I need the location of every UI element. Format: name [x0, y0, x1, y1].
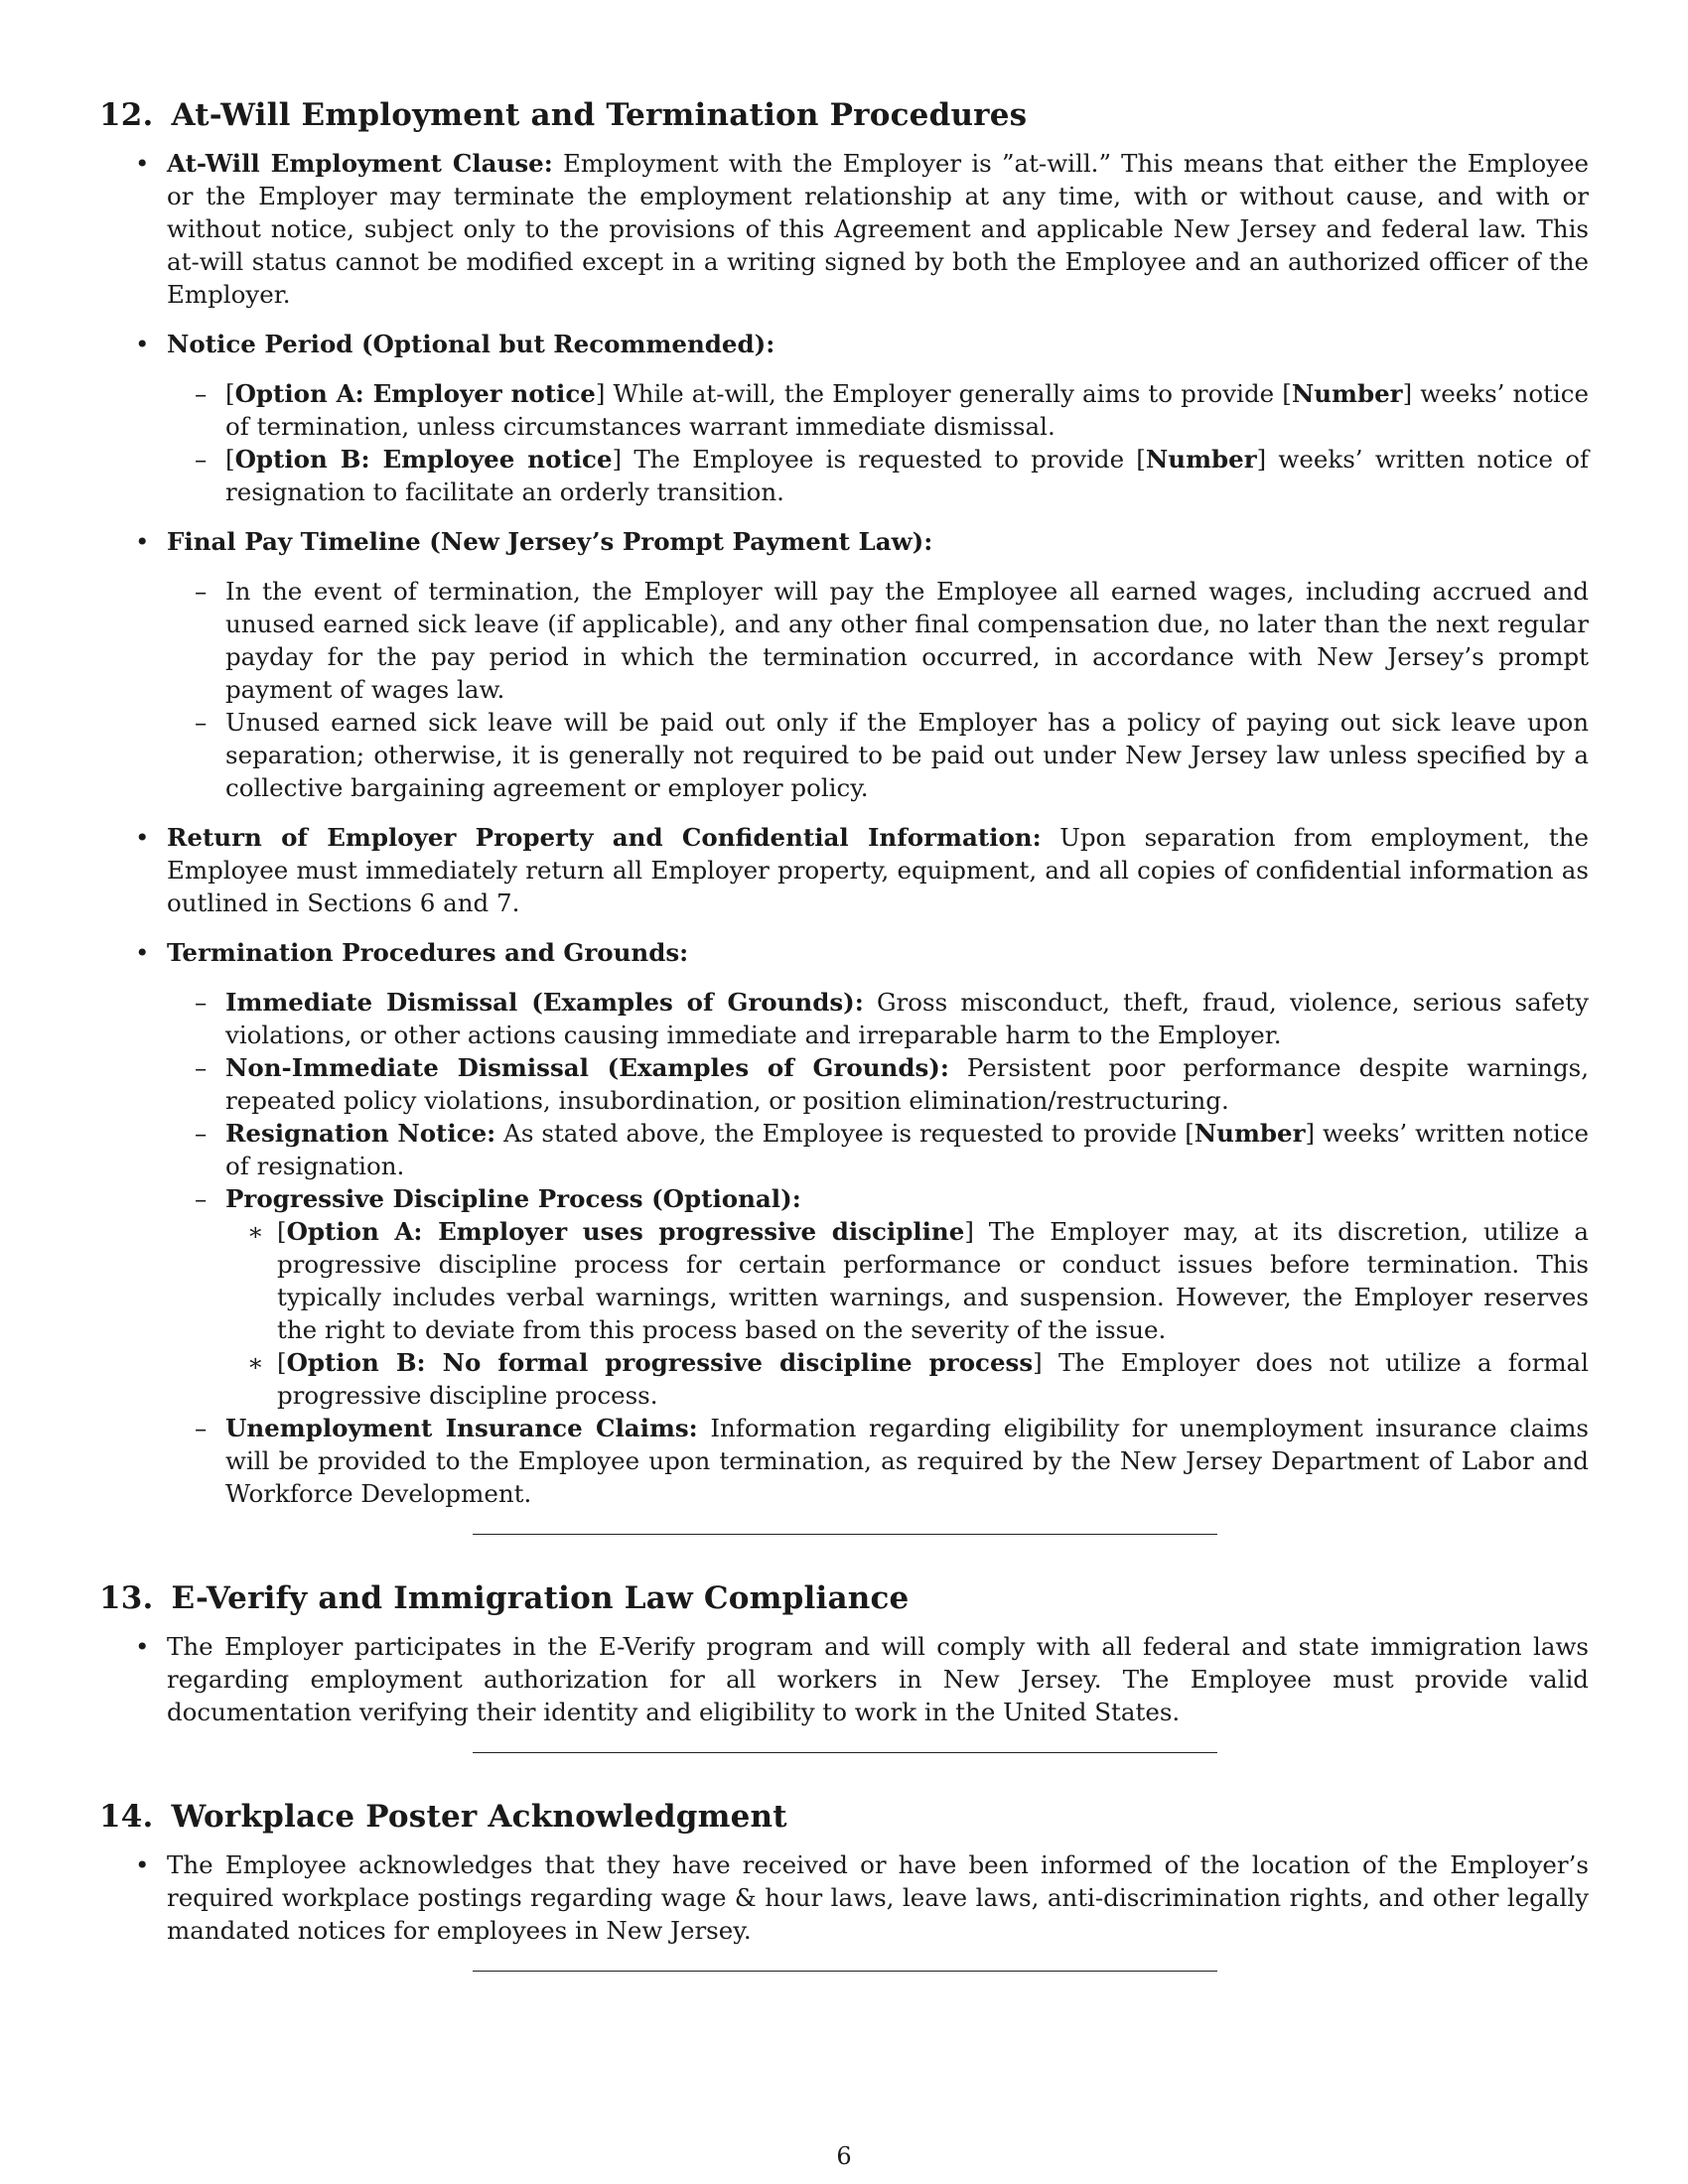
list-item-prog-option-b: ∗ [Option B: No formal progressive discipline process] The Employer does not utilize a formal progressive discipline process.: [225, 1346, 1589, 1412]
list-item-notice-period: [99, 328, 1589, 508]
option-text: The Employer may, at its discretion, utilize a progressive discipline process for certain performance or conduct issues before termination. This typically includes verbal warnings, written warnings, and suspension. However, the Employer reserves the right to deviate from this process based on the severity of the issue.: [277, 1217, 1589, 1344]
option-text: ] weeks’ written notice of resignation to facilitate an orderly transition.: [225, 445, 1590, 506]
progressive-options: [225, 1215, 1589, 1412]
sub-label: Resignation Notice:: [225, 1119, 496, 1148]
list-item-immediate-dismissal: [165, 986, 1589, 1051]
section-number: 13.: [99, 1580, 154, 1616]
list-item-resignation-notice: [165, 1117, 1589, 1182]
item-label: Notice Period (Optional but Recommended):: [167, 330, 775, 358]
option-label: Option B: No formal progressive discipline process: [286, 1348, 1034, 1377]
placeholder-number: Number: [1291, 379, 1403, 408]
item-text: Upon separation from employment, the Employee must immediately return all Employer property, equipment, and all copies of confidential information as outlined in Sections 6 and 7.: [167, 823, 1589, 917]
list-item-return-property: [99, 821, 1589, 919]
sub-text: ] weeks’ written notice of resignation.: [225, 1119, 1589, 1180]
sub-label: Progressive Discipline Process (Optional):: [225, 1184, 801, 1213]
item-label: Return of Employer Property and Confidential Information:: [167, 823, 1042, 852]
option-text: The Employee is requested to provide [: [622, 445, 1146, 474]
list-item: – In the event of termination, the Employer will pay the Employee all earned wages, including accrued and unused earned sick leave (if applicable), and any other final compensation due, no later than the next regular payday for the pay period in which the termination occurred, in accordance with New Jersey’s prompt payment of wages law.: [165, 575, 1589, 706]
section-number: 12.: [99, 97, 154, 133]
item-text: Employment with the Employer is ”at-will.” This means that either the Employee or the Employer may terminate the employment relationship at any time, with or without cause, and with or without notice, subject only to the provisions of this Agreement and applicable New Jersey and federal law. This at-will status cannot be modified except in a writing signed by both the Employee and an authorized officer of the Employer.: [167, 149, 1589, 309]
page-number: 6: [836, 2142, 852, 2170]
sub-label: Unemployment Insurance Claims:: [225, 1414, 698, 1442]
option-text: While at-will, the Employer generally aims to provide [: [605, 379, 1292, 408]
sub-text: Gross misconduct, theft, fraud, violence, serious safety violations, or other actions causing immediate and irreparable harm to the Employer.: [225, 988, 1589, 1049]
document-page: [99, 95, 1589, 1972]
sub-text: Persistent poor performance despite warnings, repeated policy violations, insubordination, or position elimination/restructuring.: [225, 1053, 1589, 1115]
list-item-termination-procedures: [99, 936, 1589, 1510]
placeholder-number: Number: [1145, 445, 1257, 474]
list-item-prog-option-a: ∗ [Option A: Employer uses progressive discipline] The Employer may, at its discretion, utilize a progressive discipline process for certain performance or conduct issues before termination. This typically includes verbal warnings, written warnings, and suspension. However, the Employer reserves the right to deviate from this process based on the severity of the issue.: [225, 1215, 1589, 1346]
list-item: • The Employer participates in the E-Verify program and will comply with all federal and state immigration laws regarding employment authorization for all workers in New Jersey. The Employee must provide valid documentation verifying their identity and eligibility to work in the United States.: [99, 1630, 1589, 1728]
sub-text: Information regarding eligibility for unemployment insurance claims will be provided to the Employee upon termination, as required by the New Jersey Department of Labor and Workforce Development.: [225, 1414, 1589, 1508]
list-item-option-b: – [Option B: Employee notice] The Employee is requested to provide [Number] weeks’ written notice of resignation to facilitate an orderly transition.: [165, 443, 1589, 508]
item-label: Final Pay Timeline (New Jersey’s Prompt Payment Law):: [167, 527, 933, 556]
option-label: Option A: Employer notice: [234, 379, 596, 408]
list-item-final-pay: [99, 525, 1589, 804]
final-pay-items: [167, 575, 1589, 804]
sub-text: As stated above, the Employee is requested to provide [: [495, 1119, 1195, 1148]
list-item-option-a: – [Option A: Employer notice] While at-will, the Employer generally aims to provide [Number] weeks’ notice of termination, unless circumstances warrant immediate dismissal.: [165, 377, 1589, 443]
list-item-non-immediate-dismissal: [165, 1051, 1589, 1117]
section-number: 14.: [99, 1799, 154, 1835]
list-item-at-will: [99, 147, 1589, 311]
option-label: Option B: Employee notice: [234, 445, 613, 474]
section-13-heading: [99, 1578, 1589, 1618]
list-item-progressive-discipline: [165, 1182, 1589, 1412]
sub-label: Non-Immediate Dismissal (Examples of Grounds):: [225, 1053, 949, 1082]
section-12-list: [99, 147, 1589, 1510]
section-divider: [473, 1971, 1217, 1972]
section-title: E-Verify and Immigration Law Compliance: [171, 1580, 910, 1616]
option-label: Option A: Employer uses progressive discipline: [286, 1217, 965, 1246]
section-title: At-Will Employment and Termination Procedures: [171, 97, 1028, 133]
list-item-unemployment-claims: [165, 1412, 1589, 1510]
termination-items: [167, 986, 1589, 1510]
list-item: – Unused earned sick leave will be paid out only if the Employer has a policy of paying out sick leave upon separation; otherwise, it is generally not required to be paid out under New Jersey law unless specified by a collective bargaining agreement or employer policy.: [165, 706, 1589, 804]
section-13-list: [99, 1630, 1589, 1728]
option-text: The Employer does not utilize a formal progressive discipline process.: [277, 1348, 1589, 1410]
notice-options: [167, 377, 1589, 508]
sub-label: Immediate Dismissal (Examples of Grounds):: [225, 988, 864, 1017]
item-label: At-Will Employment Clause:: [167, 149, 553, 178]
section-14-list: [99, 1848, 1589, 1947]
section-14-heading: [99, 1797, 1589, 1837]
section-12-heading: [99, 95, 1589, 135]
list-item: • The Employee acknowledges that they have received or have been informed of the location of the Employer’s required workplace postings regarding wage & hour laws, leave laws, anti-discrimination rights, and other legally mandated notices for employees in New Jersey.: [99, 1848, 1589, 1947]
section-title: Workplace Poster Acknowledgment: [171, 1799, 787, 1835]
section-divider: [473, 1534, 1217, 1535]
item-label: Termination Procedures and Grounds:: [167, 938, 689, 967]
section-divider: [473, 1752, 1217, 1753]
placeholder-number: Number: [1194, 1119, 1306, 1148]
option-text: ] weeks’ notice of termination, unless circumstances warrant immediate dismissal.: [225, 379, 1589, 441]
